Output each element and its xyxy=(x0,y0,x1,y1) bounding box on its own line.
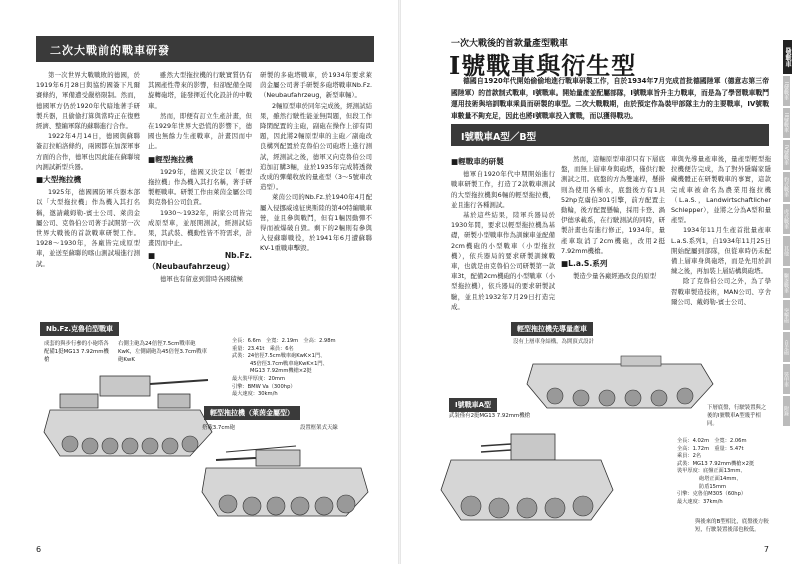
light-tractor-illustration xyxy=(196,436,376,526)
paragraph: 2輛原型車於同年完成後，經測試結果，雖然行駛性能並無問題，但段工作降閑配置的主砲，副砲在操作上卻有問題，因此將2輛原型車的主砲／副砲改良構列配置於克魯伯公司砲塔上進行測試，經測試之後，德軍又向克魯伯公司追加訂購3輛，並於1935年完成將透微改成的彈藥收放的量產型（3～5號車改造型）。 xyxy=(260,101,372,192)
chapter-tab[interactable]: 虎式戰車 xyxy=(783,204,790,234)
callout: 沒有上層車身結構，為開頂式設計 xyxy=(513,339,594,345)
left-page xyxy=(0,0,398,564)
spec-line: 裝甲厚度：底盤正面13mm、 xyxy=(677,468,746,475)
chapter-tab[interactable]: 裝甲車 xyxy=(783,364,790,394)
spec-line: 全長：6.6m 全寬：2.19m 全高：2.98m xyxy=(232,338,336,344)
paragraph: 車與先導量產車後，量產型輕型拖拉機便告完成，為了對外隱瞞家隱藏機體正在研製戰車的事實，這款完成車被命名為農業用拖拉機（L.a.S.，Landwirtschaftlicher Schlepper），並將之分為A型和量產型。 xyxy=(671,155,771,225)
page-number: 6 xyxy=(36,545,42,554)
spec-line: 武裝：24倍徑7.5cm戰車砲KwK×1門、 xyxy=(232,353,326,360)
spec-line: 重量：23.41t 乘員：6名 xyxy=(232,345,294,352)
chapter-tabs xyxy=(783,40,799,428)
text-column-3 xyxy=(260,70,372,310)
spec-line: 45倍徑3.7cm戰車砲KwK×1門、 xyxy=(250,360,328,367)
chapter-tab[interactable]: 突擊砲 xyxy=(783,300,790,330)
subheading: ■Nb.Fz.（Neubaufahrzeug） xyxy=(148,251,252,271)
paragraph: 1922年4月14日，德國與蘇聯簽訂拉帕洛條約，兩國都在加深軍事方面的合作，德軍也因此能在蘇聯境內測試新型兵器。 xyxy=(36,132,140,171)
page-number: 7 xyxy=(763,545,769,554)
diagram-label: 輕型拖拉機（萊茵金屬型） xyxy=(204,406,300,420)
lead-paragraph: 德國自1920年代開始偷偷地進行戰車研製工作，自於1934年7月完成首批德國陸軍（德意志第三帝國陸軍）的首款制式戰車，I號戰車。開始量產並配屬部隊，I號戰車旨升主力戰車，而是為了學習戰車戰鬥運用技術與培訓戰車乘員而研製的車型。二次大戰戰期，由於預定作為裝甲部隊主力的主要戰車，IV號戰車數量不夠充足，因此也將I號戰車投入實戰，而以獲得戰功。 xyxy=(451,77,769,120)
callout: 搭載3.7cm砲 xyxy=(202,425,235,431)
lead-production-tractor-illustration xyxy=(521,348,721,418)
chapter-tab[interactable]: 自走砲 xyxy=(783,332,790,362)
spec-line: 引擎：克魯伯M305（60hp） xyxy=(677,491,747,498)
chapter-tab[interactable]: 驅逐戰車 xyxy=(783,268,790,298)
callout: 成套的與步行參的小砲塔各配備1挺MG13 7.92mm機槍 xyxy=(44,341,109,363)
paragraph: 萊茵公司的Nb.Fz.於1940年4月配屬入侵挪威遠征奧斯陸的第40特編戰車營，並且參與戰鬥，但有1輛因動彈不得而被爆破自毀。剩下的2輛則有參與入侵蘇聯戰役，於1941年6月遭蘇聯KV-1重戰車擊毀。 xyxy=(260,193,372,253)
chapter-tab[interactable]: IV號戰車 xyxy=(783,140,790,170)
callout: 右側主砲為24倍徑7.5cm戰車砲KwK，左側副砲為45倍徑3.7cm戰車砲KwK xyxy=(118,341,208,363)
paragraph: 雖然大型拖拉機的行駛實質仍有其國產性帶來的影響，但卻配備全周旋轉砲塔，能發揮近代化設計的中戰車。 xyxy=(148,71,252,110)
text-column-1 xyxy=(36,70,140,310)
diagram-label: 輕型拖拉機先導量產車 xyxy=(511,322,593,336)
spec-line: 最大裝甲厚度：20mm xyxy=(232,375,286,382)
kicker: 一次大戰後的首款量產型戰車 xyxy=(451,39,569,49)
paragraph: 然而，這輛原型車卻只有下層底盤，而無上層車身與砲塔，僅供行駛測試之用。底盤的方為雙連桿，懸掛則為使用各種水，底盤後方有1具52hp克虜伯301引擎，前方配置主動輪，後方配置懸輪，採用卡登、渦伊德承載系，在行駛測試的同時，研製計畫也有進行修正，1934年，量產車取消了2cm機砲，改用2挺7.92mm機槍。 xyxy=(561,155,665,255)
spec-line: 最大速度：30km/h xyxy=(232,391,278,398)
panzer-i-a-illustration xyxy=(431,420,631,530)
spec-line: 乘員：2名 xyxy=(677,453,702,460)
spec-line: 防盾15mm xyxy=(699,483,727,490)
spec-line: 最大速度：37km/h xyxy=(677,498,723,505)
chapter-tab[interactable]: II號戰車 xyxy=(783,76,790,106)
subheading: ■大型拖拉機 xyxy=(36,175,82,185)
text-column-3 xyxy=(671,154,771,322)
paragraph: 除了克魯伯公司之外，為了學習戰車製造技術，MAN公司、亨舍爾公司、戴姆勒-賓士公司、 xyxy=(671,277,771,306)
paragraph: 製造少量各廠經過改良的原型 xyxy=(573,272,657,281)
chapter-tab[interactable]: 豹式戰車 xyxy=(783,172,790,202)
spec-line: 全長：4.02m 全寬：2.06m xyxy=(677,438,747,444)
paragraph: 德軍自1920年代中期開始進行戰車研製工作，打造了2款戰車測試的大型拖拉機與6輛的輕型拖拉機，並且進行各種測試。 xyxy=(451,170,555,209)
subheading: ■輕型拖拉機 xyxy=(148,154,194,164)
nbfz-tank-illustration xyxy=(40,366,220,466)
subheading: ■輕戰車的研製 xyxy=(451,157,504,166)
callout: 設置框架式天線 xyxy=(300,425,338,431)
paragraph: 1930～1932年，兩家公司皆完成原型車，並展開測試，經測試結果，其武裝、機動性皆不符需求，計畫因而中止。 xyxy=(148,208,252,248)
chapter-tab[interactable]: III號戰車 xyxy=(783,108,790,138)
paragraph: 1925年，德國國防軍兵器本部以「大型拖拉機」作為機入其打名稱，邀請戴姆勒-賓士公司、萊茵金屬公司、克魯伯公司著手試開第一次世界大戰後的首款戰車研製工作。1928～1930年，各廠皆完成原型車，並送至蘇聯的喀山測試場進行測試。 xyxy=(36,188,140,268)
right-page xyxy=(401,0,799,564)
spec-line: 引擎：BMW Va（300hp） xyxy=(232,383,296,390)
chapter-tab[interactable]: 其他 xyxy=(783,236,790,266)
spec-line: 砲塔正面14mm、 xyxy=(699,475,742,482)
text-column-2 xyxy=(561,154,665,322)
paragraph: 1929年，德國又決定以「輕型拖拉機」作為機入其打名稱，著手研製輕戰車。研製工作由萊茵金屬公司與克魯伯公司負責。 xyxy=(148,167,252,207)
text-column-1 xyxy=(451,154,555,322)
section-title: 二次大戰前的戰車研發 xyxy=(36,36,374,62)
chapter-tab[interactable]: 附錄 xyxy=(783,396,790,426)
spec-block xyxy=(677,438,787,506)
paragraph: 研製的多砲塔戰車，於1934年要求萊茵金屬公司著手研製多砲塔戰車Nb.Fz.（Neubaufahrzeug，新型車輛）。 xyxy=(260,71,372,100)
diagram-label: I號戰車A型 xyxy=(449,398,497,412)
section-title: I號戰車A型／B型 xyxy=(451,124,769,146)
text-column-2 xyxy=(148,70,252,310)
spec-line: 武裝：MG13 7.92mm機槍×2挺 xyxy=(677,460,755,467)
spec-block xyxy=(232,338,382,399)
paragraph: 然而，即便有訂立生產計畫，但在1929年世界大恐慌的影響下，德國也無餘力生產戰車，計畫因而中止。 xyxy=(148,111,252,151)
paragraph: 1934年11月生產首批量產車L.a.S.系列1，自1934年11月25日開始配屬到部隊，但從車時仍未配備上層車身與砲塔，而是先用於訓練之後，再加裝上層結構與砲塔。 xyxy=(671,226,771,276)
spec-line: MG13 7.92mm機槍×2挺 xyxy=(250,368,312,375)
callout: 下層底盤，行駛裝置與之後的I號戰車A型幾乎相同。 xyxy=(707,405,767,427)
paragraph: 基於這些結果，陸軍兵器局於1930年間，要求以輕型拖拉機為基礎，研製小型戰車作為訓練車並配備2cm機砲的小型戰車（小型拖拉機），依兵器局的要求研製訓練戰車，也就是由克魯伯公司研製第一款車3t，配備2cm機砲的小型戰車（小型拖拉機），依兵器局的要求研製試驗，並且於1932年7月29日打造完成。 xyxy=(451,211,555,311)
subheading: ■L.a.S.系列 xyxy=(561,259,608,269)
paragraph: 第一次世界大戰戰敗的德國，於1919年6月28日與協約國簽下凡爾賽條約，軍備遭受嚴格限制。然而，德國軍方仍於1920年代暗地著手研製兵器，且偷偷打算與當時正在復甦經濟、整編軍隊的蘇聯進行合作。 xyxy=(36,71,140,131)
spec-line: 全高：1.72m 重量：5.47t xyxy=(677,445,744,452)
callout: 與後來的B型相比，底盤後方較短，行駛裝置後部也較低。 xyxy=(695,519,769,533)
diagram-label: Nb.Fz.克魯伯型戰車 xyxy=(40,322,119,336)
page-title: I號戰車與衍生型 xyxy=(449,51,637,80)
paragraph: 德軍也有留意到當時各國積極 xyxy=(160,274,244,283)
callout: 武裝僅有2挺MG13 7.92mm機槍 xyxy=(449,413,531,419)
chapter-tab-active[interactable]: I號戰車 xyxy=(783,40,792,74)
